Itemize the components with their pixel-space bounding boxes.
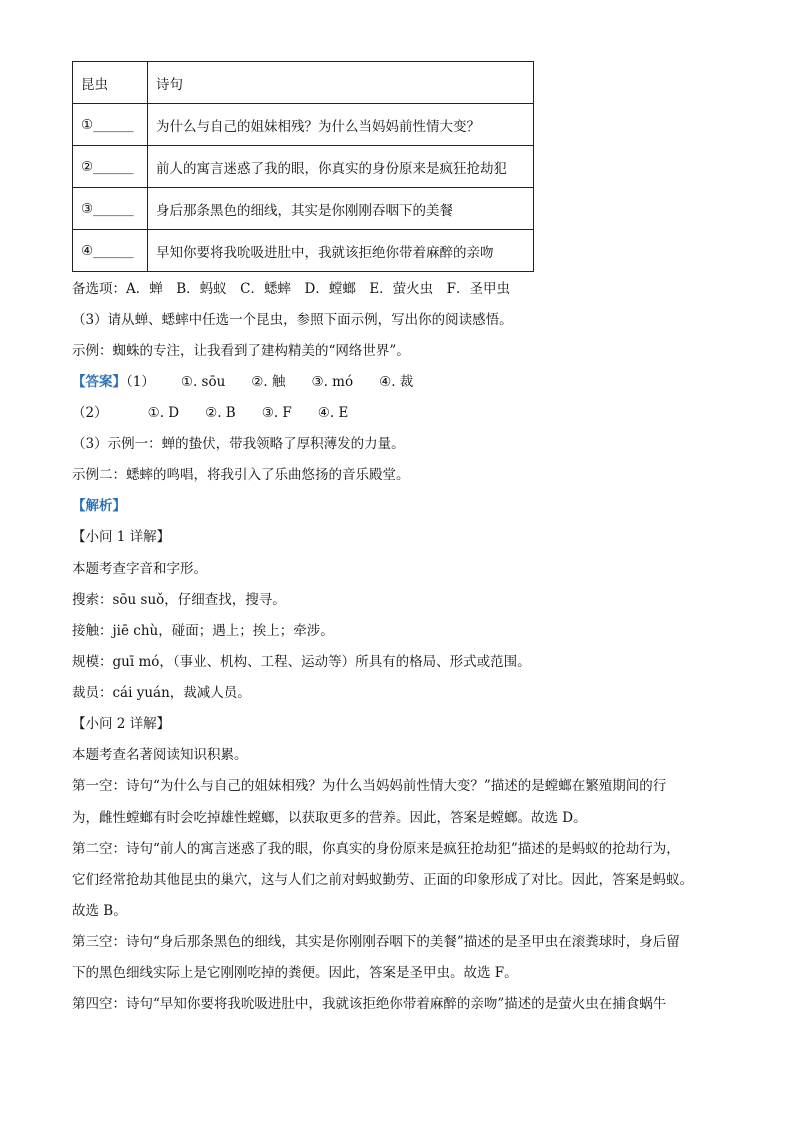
- s2-line: 为，雌性螳螂有时会吃掉雄性螳螂，以获取更多的营养。因此，答案是螳螂。故选 D。: [72, 810, 587, 826]
- poem-cell: 早知你要将我吮吸进肚中，我就该拒绝你带着麻醉的亲吻: [148, 230, 534, 272]
- poem-cell: 前人的寓言迷惑了我的眼，你真实的身份原来是疯狂抢劫犯: [148, 146, 534, 188]
- answer-p2-prefix: （2）: [72, 405, 108, 421]
- table-row: [73, 188, 534, 230]
- answer-p1-item: ②. 触: [251, 374, 286, 390]
- s1-intro: 本题考查字音和字形。: [72, 561, 207, 577]
- s1-line: 裁员：cái yuán，裁减人员。: [72, 685, 251, 701]
- s2-line: 故选 B。: [72, 903, 127, 919]
- blank-cell: ①______: [73, 104, 148, 146]
- s2-line: 下的黑色细线实际上是它刚刚吃掉的粪便。因此，答案是圣甲虫。故选 F。: [72, 965, 518, 981]
- question-3: （3）请从蝉、蟋蟀中任选一个昆虫，参照下面示例，写出你的阅读感悟。: [72, 312, 513, 328]
- s2-line: 第二空：诗句“前人的寓言迷惑了我的眼，你真实的身份原来是疯狂抢劫犯”描述的是蚂蚁的抢劫行为，: [72, 841, 680, 857]
- subquestion-2-heading: 【小问 2 详解】: [72, 716, 171, 732]
- insect-poem-table: [72, 61, 534, 272]
- s2-line: 第三空：诗句“身后那条黑色的细线，其实是你刚刚吞咽下的美餐”描述的是圣甲虫在滚粪球时，身后留: [72, 934, 680, 950]
- example-line: 示例：蜘蛛的专注，让我看到了建构精美的“网络世界”。: [72, 343, 410, 359]
- table-row: [73, 230, 534, 272]
- answer-p1-prefix: （1）: [126, 374, 155, 390]
- s2-line: 第一空：诗句“为什么与自己的姐妹相残？为什么当妈妈前性情大变？”描述的是螳螂在繁殖期间的行: [72, 778, 667, 794]
- header-poem: 诗句: [148, 62, 534, 104]
- answer-part-3: （3）示例一：蝉的蛰伏，带我领略了厚积薄发的力量。: [72, 436, 405, 452]
- answer-p2-item: ④. E: [317, 405, 349, 421]
- blank-cell: ④______: [73, 230, 148, 272]
- blank-cell: ②______: [73, 146, 148, 188]
- s2-line: 它们经常抢劫其他昆虫的巢穴，这与人们之前对蚂蚁勤劳、正面的印象形成了对比。因此，答案是蚂蚁。: [72, 872, 693, 888]
- poem-cell: 身后那条黑色的细线，其实是你刚刚吞咽下的美餐: [148, 188, 534, 230]
- blank-cell: ③______: [73, 188, 148, 230]
- s1-line: 规模：guī mó，（事业、机构、工程、运动等）所具有的格局、形式或范围。: [72, 654, 531, 670]
- options-line: 备选项：A．蝉 B．蚂蚁 C．蟋蟀 D．螳螂 E．萤火虫 F．圣甲虫: [72, 281, 511, 297]
- table-row: [73, 104, 534, 146]
- answer-part-2: [72, 403, 348, 423]
- answer-p1-item: ④. 裁: [379, 374, 414, 390]
- answer-tag: 【答案】: [72, 374, 126, 390]
- s2-line: 第四空：诗句“早知你要将我吮吸进肚中，我就该拒绝你带着麻醉的亲吻”描述的是萤火虫在捕食蜗牛: [72, 996, 667, 1012]
- header-insect: 昆虫: [73, 62, 148, 104]
- answer-p2-item: ②. B: [205, 405, 236, 421]
- answer-p1-item: ①. sōu: [180, 374, 226, 390]
- subquestion-1-heading: 【小问 1 详解】: [72, 529, 171, 545]
- s1-line: 接触：jiē chù，碰面；遇上；挨上；牵涉。: [72, 623, 334, 639]
- answer-p1-item: ③. mó: [311, 374, 354, 390]
- poem-cell: 为什么与自己的姐妹相残？为什么当妈妈前性情大变？: [148, 104, 534, 146]
- table-row: [73, 146, 534, 188]
- answer-p2-item: ①. D: [147, 405, 180, 421]
- table-header-row: [73, 62, 534, 104]
- analysis-tag: 【解析】: [72, 498, 126, 514]
- answer-part-1: [72, 372, 413, 392]
- s2-intro: 本题考查名著阅读知识积累。: [72, 747, 248, 763]
- answer-part-3b: 示例二：蟋蟀的鸣唱，将我引入了乐曲悠扬的音乐殿堂。: [72, 467, 410, 483]
- answer-p2-item: ③. F: [261, 405, 292, 421]
- s1-line: 搜索：sōu suǒ，仔细查找，搜寻。: [72, 592, 286, 608]
